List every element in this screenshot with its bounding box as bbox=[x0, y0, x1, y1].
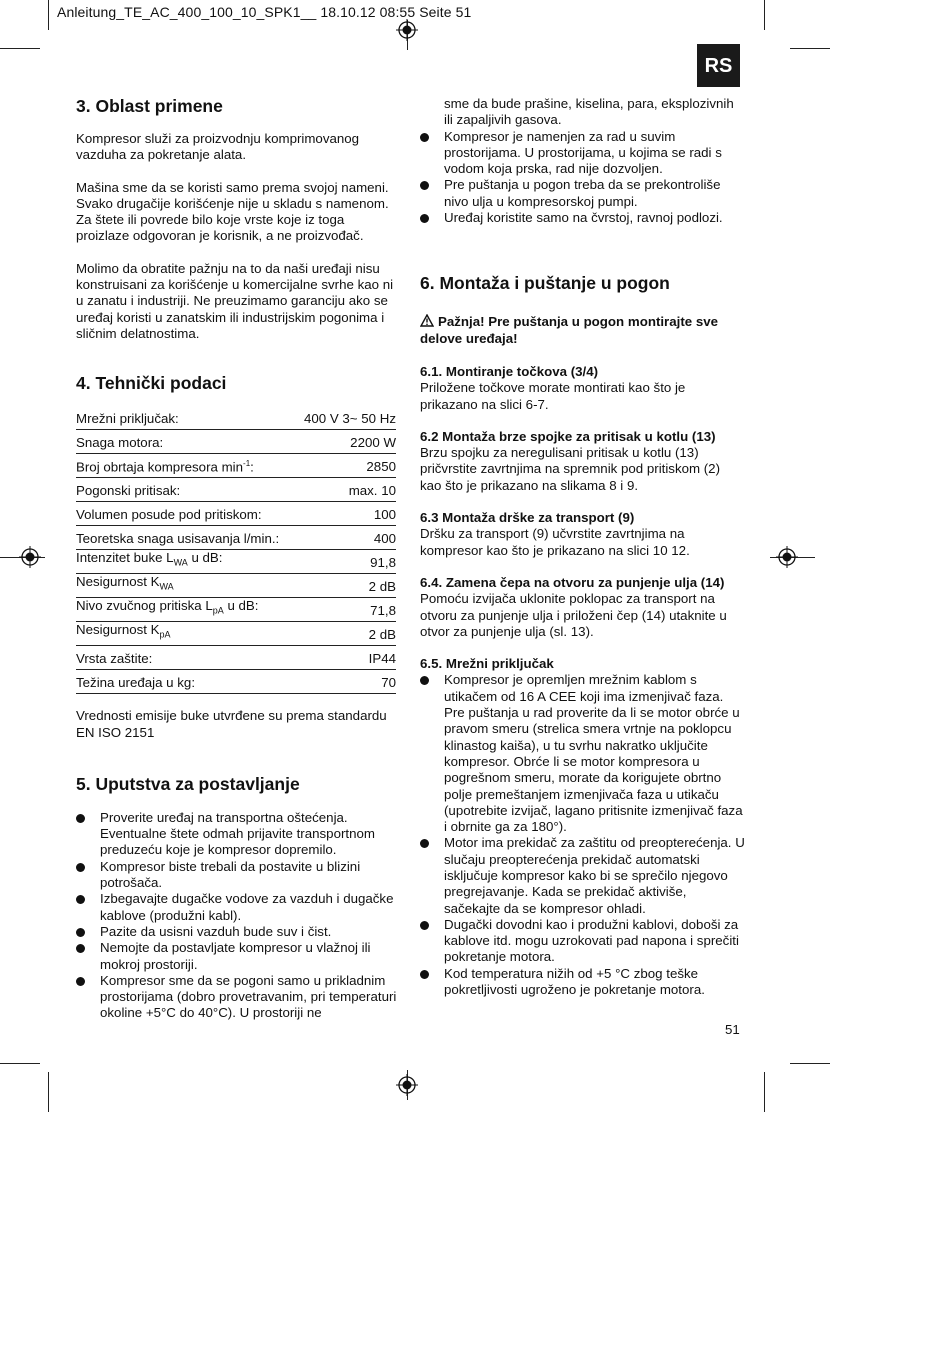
warning-text: Pažnja! Pre puštanja u pogon montirajte sve delove uređaja! bbox=[420, 314, 719, 346]
warning-icon bbox=[420, 314, 434, 327]
sub-6-5-title: 6.5. Mrežni priključak bbox=[420, 656, 554, 672]
section-6-title: 6. Montaža i puštanje u pogon bbox=[420, 273, 670, 294]
setup-list-2 bbox=[420, 129, 745, 227]
list-item: Pazite da usisni vazduh bude suv i čist. bbox=[76, 924, 398, 940]
table-row bbox=[76, 550, 396, 574]
sub-6-1-text: Priložene točkove morate montirati kao što je prikazano na slici 6-7. bbox=[420, 380, 686, 412]
list-item: Kompresor sme da se pogoni samo u prikladnim prostorijama (dobro provetravanim, pri temperaturi okoline +5°C do 40°C). U prostoriji ne bbox=[76, 973, 398, 1022]
sub-6-4-text: Pomoću izvijača uklonite poklopac za transport na otvoru za punjenje ulja i priloženi čep (14) utaknite u otvor za punjenje ulja (sl. 13). bbox=[420, 591, 727, 639]
spec-value: 70 bbox=[296, 670, 396, 694]
spec-value: 400 bbox=[296, 526, 396, 550]
registration-mark-icon bbox=[396, 1074, 418, 1096]
list-item: Motor ima prekidač za zaštitu od preopterećenja. U slučaju preopterećenja prekidač automatski isključuje kompresor kako bi se sprečilo njegovo pregrejavanje. Kada se prekidač aktiviše, sačekajte da se kompresor ohladi. bbox=[420, 835, 745, 916]
spec-value: 71,8 bbox=[296, 598, 396, 622]
list-item: Kompresor biste trebali da postavite u blizini potrošača. bbox=[76, 859, 398, 892]
crop-mark bbox=[764, 1072, 765, 1112]
spec-value: 91,8 bbox=[296, 550, 396, 574]
spec-label: Nesigurnost $K_{pA}$ bbox=[76, 622, 296, 646]
page-number: 51 bbox=[725, 1022, 740, 1037]
table-row bbox=[76, 502, 396, 526]
sub-6-3-title: 6.3 Montaža drške za transport (9) bbox=[420, 510, 635, 526]
crop-mark bbox=[48, 1072, 49, 1112]
crop-mark bbox=[790, 48, 830, 49]
s3-paragraph-2: Mašina sme da se koristi samo prema svojoj nameni. Svako drugačije korišćenje nije u skladu s namenom. Za štete ili povrede bilo koje vrste koje iz toga proizlaze odgovoran je korisnik, a ne proizvođač. bbox=[76, 179, 389, 244]
list-item: Kompresor je opremljen mrežnim kablom s utikačem od 16 A CEE koji ima izmenjivač faza. Pre puštanja u rad proverite da li se motor obrće u pravom smeru (strelica smera vrtnje na poklopcu klinastog kaiša), u tu svrhu nakratko uključite kompresor. Obrće li se motor kompresora u pogrešnom smeru, morate da korigujete obrtno polje premeštanjem izmenjivača faza u utikaču (upotrebite izvijač, lagano pritisnite izmenjivač faza i obrnite ga za 180°). bbox=[420, 672, 745, 835]
spec-label: Intenzitet buke $L_{WA}$ u dB: bbox=[76, 550, 296, 574]
list-item: Izbegavajte dugačke vodove za vazduh i dugačke kablove (produžni kabl). bbox=[76, 891, 398, 924]
table-row bbox=[76, 454, 396, 478]
right-column bbox=[420, 95, 745, 998]
sub-6-3-text: Dršku za transport (9) učvrstite zavrtnjima na kompresor kao što je prikazano na slici 10 12. bbox=[420, 526, 690, 558]
table-row bbox=[76, 574, 396, 598]
s3-paragraph-1: Kompresor služi za proizvodnju komprimovanog vazduha za pokretanje alata. bbox=[76, 131, 360, 163]
crop-mark bbox=[0, 1063, 40, 1064]
registration-mark-icon bbox=[396, 19, 418, 41]
table-row bbox=[76, 646, 396, 670]
table-row bbox=[76, 598, 396, 622]
spec-value: 2 dB bbox=[296, 574, 396, 598]
spec-label: Vrsta zaštite: bbox=[76, 646, 296, 670]
spec-label: Snaga motora: bbox=[76, 430, 296, 454]
list-item: Proverite uređaj na transportna oštećenja. Eventualne štete odmah prijavite transportnom preduzeću koje je kompresor dopremilo. bbox=[76, 810, 398, 859]
left-column bbox=[76, 95, 398, 1022]
spec-value: 100 bbox=[296, 502, 396, 526]
s3-paragraph-3: Molimo da obratite pažnju na to da naši uređaji nisu konstruisani za korišćenje u komercijalne svrhe kao ni u zanatu i industriji. Ne preuzimamo garanciju ako se uređaj koristi u zanatskim ili industrijskim pogonima i sličnim delatnostima. bbox=[76, 260, 394, 341]
section-4-title: 4. Tehnički podaci bbox=[76, 373, 227, 394]
print-header: Anleitung_TE_AC_400_100_10_SPK1__ 18.10.12 08:55 Seite 51 bbox=[57, 4, 472, 20]
list-item: Kod temperatura nižih od +5 °C zbog teške pokretljivosti ugroženo je pokretanje motora. bbox=[420, 966, 745, 999]
spec-label: Broj obrtaja kompresora $\min^{-1}$: bbox=[76, 454, 296, 478]
list-item: Uređaj koristite samo na čvrstoj, ravnoj podlozi. bbox=[420, 210, 745, 226]
sub-6-4-title: 6.4. Zamena čepa na otvoru za punjenje ulja (14) bbox=[420, 574, 725, 590]
spec-value: max. 10 bbox=[296, 478, 396, 502]
crop-mark bbox=[790, 1063, 830, 1064]
spec-label: Nivo zvučnog pritiska $L_{pA}$ u dB: bbox=[76, 598, 296, 622]
sub-6-1-title: 6.1. Montiranje točkova (3/4) bbox=[420, 363, 599, 379]
spec-value: 2200 W bbox=[296, 430, 396, 454]
table-row bbox=[76, 526, 396, 550]
list-item: Nemojte da postavljate kompresor u vlažnoj ili mokroj prostoriji. bbox=[76, 940, 398, 973]
registration-mark-icon bbox=[19, 546, 41, 568]
sub-6-2-text: Brzu spojku za neregulisani pritisak u kotlu (13) pričvrstite zavrtnjima na spremnik pod pritiskom (2) kao što je prikazano na slikama 8 i 9. bbox=[420, 445, 721, 493]
language-badge: RS bbox=[697, 44, 740, 87]
table-row bbox=[76, 670, 396, 694]
crop-mark bbox=[48, 0, 49, 30]
table-row bbox=[76, 622, 396, 646]
setup-list-continued: sme da bude prašine, kiselina, para, eksplozivnih ili zapaljivih gasova. bbox=[444, 96, 734, 128]
section-5-title: 5. Uputstva za postavljanje bbox=[76, 773, 300, 794]
tech-data-table bbox=[76, 406, 396, 694]
noise-note: Vrednosti emisije buke utvrđene su prema standardu EN ISO 2151 bbox=[76, 708, 387, 740]
table-row bbox=[76, 430, 396, 454]
spec-label: Težina uređaja u kg: bbox=[76, 670, 296, 694]
spec-value: 400 V 3~ 50 Hz bbox=[296, 406, 396, 430]
power-list bbox=[420, 672, 745, 998]
table-row bbox=[76, 406, 396, 430]
spec-label: Pogonski pritisak: bbox=[76, 478, 296, 502]
spec-value: 2850 bbox=[296, 454, 396, 478]
spec-value: IP44 bbox=[296, 646, 396, 670]
spec-label: Nesigurnost $K_{WA}$ bbox=[76, 574, 296, 598]
crop-mark bbox=[0, 48, 40, 49]
spec-label: Volumen posude pod pritiskom: bbox=[76, 502, 296, 526]
sub-6-2-title: 6.2 Montaža brze spojke za pritisak u kotlu (13) bbox=[420, 428, 716, 444]
setup-list bbox=[76, 810, 398, 1022]
spec-value: 2 dB bbox=[296, 622, 396, 646]
registration-mark-icon bbox=[776, 546, 798, 568]
spec-label: Mrežni priključak: bbox=[76, 406, 296, 430]
crop-mark bbox=[764, 0, 765, 30]
spec-label: Teoretska snaga usisavanja l/min.: bbox=[76, 526, 296, 550]
section-3-title: 3. Oblast primene bbox=[76, 96, 223, 116]
list-item: Dugački dovodni kao i produžni kablovi, doboši za kablove itd. mogu uzrokovati pad napona i sprečiti pokretanje motora. bbox=[420, 917, 745, 966]
table-row bbox=[76, 478, 396, 502]
list-item: Pre puštanja u pogon treba da se prekontroliše nivo ulja u kompresorskoj pumpi. bbox=[420, 177, 745, 210]
list-item: Kompresor je namenjen za rad u suvim prostorijama. U prostorijama, u kojima se radi s vodom koja prska, rad nije dozvoljen. bbox=[420, 129, 745, 178]
